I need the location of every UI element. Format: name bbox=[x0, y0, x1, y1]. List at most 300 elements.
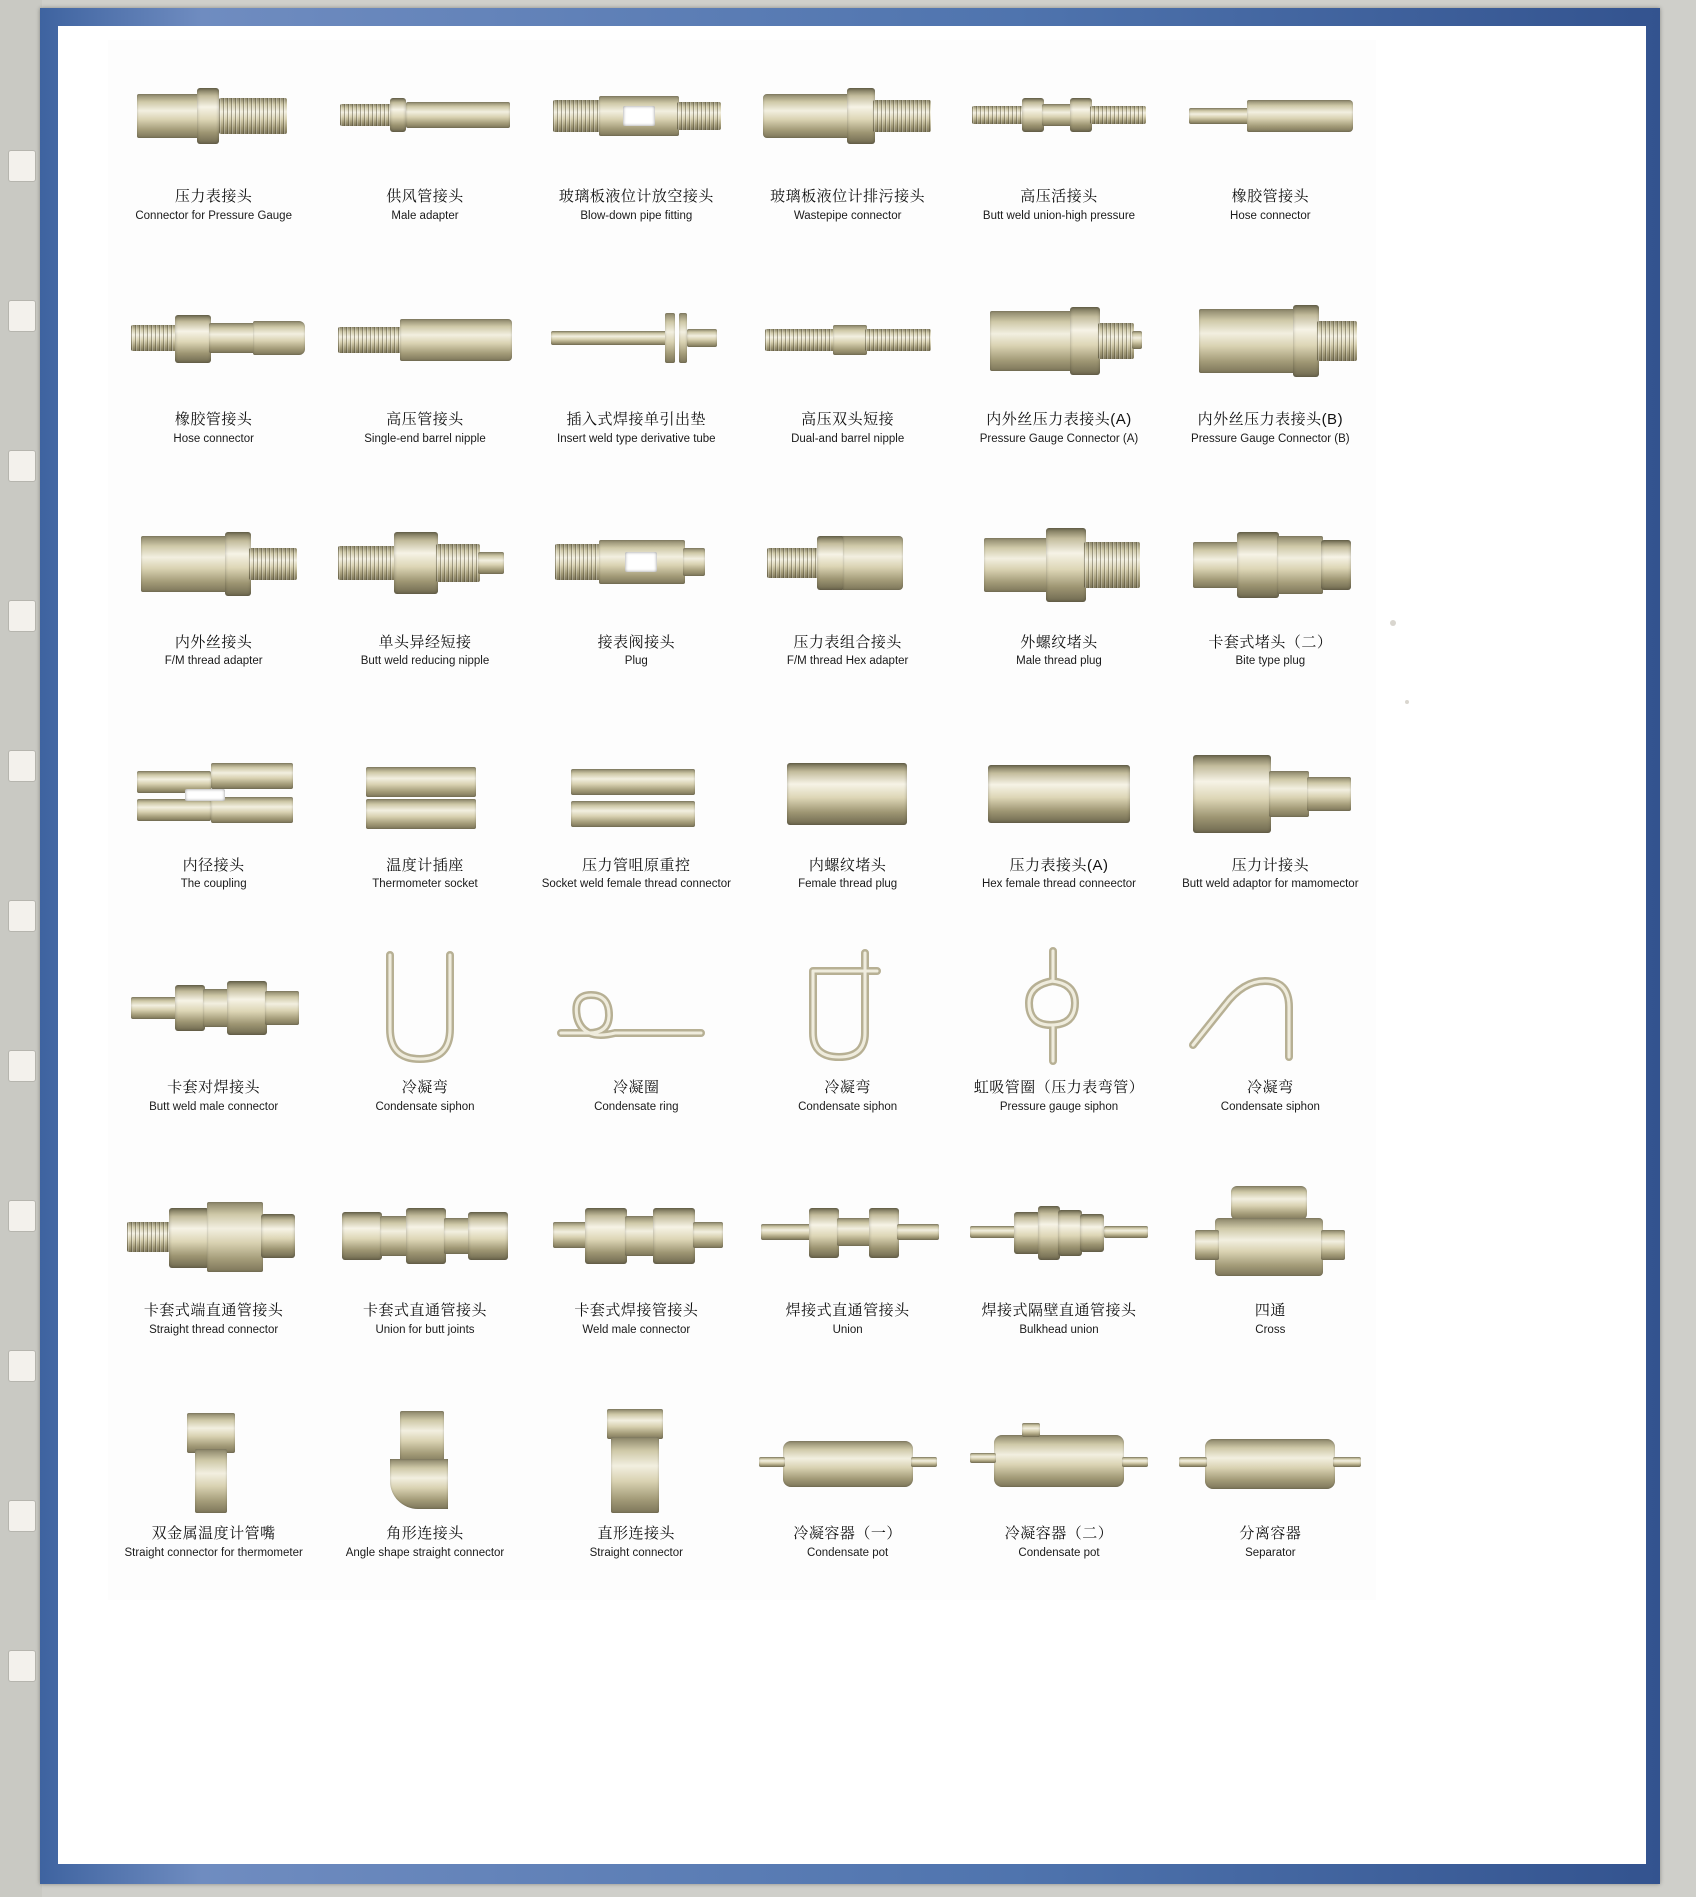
part-segment bbox=[137, 799, 211, 821]
product-name-en: F/M thread adapter bbox=[164, 655, 263, 668]
part-segment bbox=[571, 801, 695, 827]
part-segment bbox=[988, 765, 1130, 823]
product-name-cn: 接表阀接头 bbox=[597, 633, 676, 651]
part-segment bbox=[195, 1449, 227, 1513]
part-segment bbox=[625, 552, 657, 572]
part-segment bbox=[1321, 540, 1351, 590]
part-segment bbox=[1038, 1206, 1060, 1260]
part-segment bbox=[1247, 100, 1353, 132]
part-segment bbox=[817, 536, 845, 590]
product-name-en: Condensate siphon bbox=[1220, 1101, 1320, 1114]
product-cell bbox=[953, 263, 1164, 486]
punch-hole bbox=[8, 900, 36, 932]
part-segment bbox=[380, 1216, 408, 1256]
product-name-en: Butt weld male connector bbox=[149, 1101, 279, 1114]
product-image bbox=[330, 1383, 520, 1523]
product-cell bbox=[319, 1154, 530, 1377]
product-caption bbox=[983, 188, 1135, 223]
part-segment bbox=[436, 544, 480, 582]
product-name-en: Blow-down pipe fitting bbox=[580, 209, 693, 222]
product-name-en: Straight connector for thermometer bbox=[124, 1546, 303, 1559]
product-image bbox=[753, 46, 943, 186]
product-name-cn: 玻璃板液位计排污接头 bbox=[770, 188, 926, 205]
product-caption bbox=[1005, 1525, 1114, 1560]
part-segment bbox=[400, 1411, 444, 1463]
part-segment bbox=[1321, 1230, 1345, 1260]
product-image bbox=[330, 715, 520, 855]
product-name-cn: 卡套式直通管接头 bbox=[362, 1302, 487, 1320]
product-name-en: Connector for Pressure Gauge bbox=[135, 209, 292, 222]
product-name-en: Insert weld type derivative tube bbox=[557, 432, 716, 445]
tube-drawing bbox=[1185, 937, 1355, 1077]
product-cell bbox=[108, 1377, 319, 1600]
product-caption bbox=[798, 857, 897, 892]
product-name-cn: 橡胶管接头 bbox=[174, 410, 253, 428]
product-name-cn: 温度计插座 bbox=[386, 856, 464, 874]
product-name-en: Straight connector bbox=[589, 1546, 683, 1559]
part-segment bbox=[197, 88, 219, 144]
part-segment bbox=[1070, 307, 1100, 375]
product-name-cn: 压力表接头 bbox=[174, 188, 253, 205]
part-segment bbox=[1070, 98, 1092, 132]
product-name-en: F/M thread Hex adapter bbox=[786, 655, 909, 668]
part-segment bbox=[1014, 1212, 1040, 1254]
tube-drawing bbox=[551, 937, 721, 1077]
product-name-en: Pressure Gauge Connector (A) bbox=[979, 432, 1139, 445]
product-caption bbox=[542, 857, 731, 892]
part-segment bbox=[211, 763, 293, 789]
part-segment bbox=[553, 1222, 587, 1248]
product-name-cn: 橡胶管接头 bbox=[1231, 188, 1310, 205]
part-segment bbox=[843, 536, 903, 590]
product-image bbox=[541, 492, 731, 632]
product-cell bbox=[319, 931, 530, 1154]
product-grid bbox=[108, 40, 1376, 1600]
product-cell bbox=[953, 931, 1164, 1154]
part-segment bbox=[607, 1409, 663, 1439]
product-cell bbox=[1165, 709, 1376, 932]
part-segment bbox=[1231, 1186, 1307, 1220]
part-segment bbox=[1333, 1457, 1361, 1467]
product-name-cn: 压力计接头 bbox=[1231, 856, 1310, 874]
product-image bbox=[541, 46, 731, 186]
product-image bbox=[964, 1383, 1154, 1523]
part-segment bbox=[394, 532, 438, 594]
product-cell bbox=[319, 486, 530, 709]
product-image bbox=[753, 1160, 943, 1300]
product-name-en: Union bbox=[832, 1324, 863, 1337]
product-caption bbox=[173, 411, 254, 446]
product-cell bbox=[953, 1377, 1164, 1600]
part-segment bbox=[390, 98, 406, 132]
product-caption bbox=[1182, 857, 1358, 892]
product-image bbox=[330, 269, 520, 409]
product-name-cn: 卡套式端直通管接头 bbox=[143, 1302, 284, 1320]
product-image bbox=[964, 715, 1154, 855]
part-segment bbox=[406, 1208, 446, 1264]
product-name-cn: 压力管咀原重控 bbox=[582, 856, 691, 874]
part-segment bbox=[1058, 1210, 1082, 1256]
punch-hole bbox=[8, 1050, 36, 1082]
page-frame bbox=[40, 8, 1660, 1884]
part-segment bbox=[553, 100, 601, 132]
product-image bbox=[753, 715, 943, 855]
product-name-cn: 卡套式堵头（二） bbox=[1208, 633, 1333, 651]
product-name-cn: 冷凝弯 bbox=[824, 1079, 871, 1097]
product-name-en: Condensate siphon bbox=[798, 1101, 898, 1114]
product-caption bbox=[798, 1079, 897, 1114]
product-name-en: Separator bbox=[1245, 1546, 1296, 1559]
product-caption bbox=[135, 188, 292, 223]
punch-hole bbox=[8, 150, 36, 182]
product-image bbox=[1175, 1160, 1365, 1300]
part-segment bbox=[338, 327, 402, 353]
product-cell bbox=[1165, 486, 1376, 709]
product-image bbox=[330, 1160, 520, 1300]
part-segment bbox=[1104, 1226, 1148, 1238]
product-image bbox=[119, 492, 309, 632]
part-segment bbox=[1307, 777, 1351, 811]
product-cell bbox=[742, 931, 953, 1154]
product-image bbox=[541, 1383, 731, 1523]
part-segment bbox=[873, 100, 931, 132]
part-segment bbox=[994, 1435, 1124, 1487]
part-segment bbox=[1046, 528, 1086, 602]
part-segment bbox=[1215, 1218, 1323, 1276]
product-caption bbox=[787, 634, 908, 669]
product-name-cn: 冷凝弯 bbox=[401, 1079, 449, 1097]
product-image bbox=[1175, 492, 1365, 632]
product-image bbox=[1175, 269, 1365, 409]
product-name-cn: 内外丝压力表接头(B) bbox=[1197, 410, 1344, 428]
product-caption bbox=[793, 1525, 902, 1560]
product-name-cn: 冷凝容器（一） bbox=[793, 1525, 902, 1543]
product-caption bbox=[559, 188, 714, 223]
product-caption bbox=[594, 1079, 678, 1114]
part-segment bbox=[1317, 321, 1357, 361]
product-caption bbox=[372, 857, 477, 892]
part-segment bbox=[585, 1208, 627, 1264]
product-cell bbox=[108, 263, 319, 486]
part-segment bbox=[187, 1413, 235, 1453]
part-segment bbox=[765, 329, 835, 351]
part-segment bbox=[366, 799, 476, 829]
product-name-en: Thermometer socket bbox=[372, 878, 478, 891]
part-segment bbox=[759, 1457, 785, 1467]
part-segment bbox=[761, 1224, 811, 1240]
product-name-cn: 卡套式焊接管接头 bbox=[574, 1302, 699, 1320]
part-segment bbox=[261, 1214, 295, 1258]
product-caption bbox=[770, 188, 925, 223]
part-segment bbox=[683, 548, 705, 576]
part-segment bbox=[137, 94, 199, 138]
product-name-cn: 虹吸管圈（压力表弯管） bbox=[973, 1079, 1145, 1097]
product-caption bbox=[124, 1525, 302, 1560]
catalog-sheet bbox=[108, 40, 1376, 1600]
product-image bbox=[119, 46, 309, 186]
product-name-en: Condensate siphon bbox=[375, 1101, 475, 1114]
product-name-en: Angle shape straight connector bbox=[345, 1546, 505, 1559]
part-segment bbox=[131, 997, 177, 1019]
part-segment bbox=[869, 1208, 899, 1258]
product-caption bbox=[363, 1302, 487, 1337]
part-segment bbox=[687, 329, 717, 347]
part-segment bbox=[127, 1222, 171, 1252]
part-segment bbox=[551, 331, 671, 345]
product-cell bbox=[108, 709, 319, 932]
product-cell bbox=[531, 263, 742, 486]
page-surface bbox=[58, 26, 1646, 1864]
part-segment bbox=[219, 98, 287, 134]
part-segment bbox=[175, 315, 211, 363]
product-cell bbox=[742, 1377, 953, 1600]
product-caption bbox=[982, 857, 1136, 892]
product-name-cn: 直形连接头 bbox=[597, 1525, 676, 1543]
product-cell bbox=[1165, 40, 1376, 263]
product-cell bbox=[742, 40, 953, 263]
product-name-cn: 双金属温度计管嘴 bbox=[151, 1525, 276, 1543]
part-segment bbox=[1132, 331, 1142, 349]
part-segment bbox=[185, 789, 225, 801]
product-name-cn: 单头异经短接 bbox=[378, 633, 472, 651]
product-cell bbox=[1165, 263, 1376, 486]
part-segment bbox=[787, 763, 907, 825]
product-cell bbox=[953, 709, 1164, 932]
product-name-cn: 内外丝压力表接头(A) bbox=[986, 410, 1132, 428]
punch-hole bbox=[8, 1350, 36, 1382]
product-image bbox=[1175, 1383, 1365, 1523]
product-cell bbox=[953, 486, 1164, 709]
product-cell bbox=[319, 40, 530, 263]
part-segment bbox=[390, 1459, 448, 1509]
part-segment bbox=[175, 985, 205, 1031]
product-name-en: Butt weld adaptor for mamomector bbox=[1182, 878, 1359, 891]
product-caption bbox=[1221, 1079, 1320, 1114]
tube-drawing bbox=[989, 937, 1129, 1077]
product-caption bbox=[598, 634, 676, 669]
part-segment bbox=[677, 102, 721, 130]
part-segment bbox=[131, 325, 177, 351]
product-image bbox=[964, 492, 1154, 632]
part-segment bbox=[227, 981, 267, 1035]
punch-hole bbox=[8, 450, 36, 482]
product-cell bbox=[108, 40, 319, 263]
product-name-en: Hose connector bbox=[1230, 209, 1311, 222]
part-segment bbox=[847, 88, 875, 144]
product-image bbox=[964, 269, 1154, 409]
part-segment bbox=[468, 1212, 508, 1260]
part-segment bbox=[970, 1226, 1016, 1238]
part-segment bbox=[837, 1218, 871, 1246]
product-caption bbox=[791, 411, 904, 446]
product-cell bbox=[531, 931, 742, 1154]
product-caption bbox=[181, 857, 247, 892]
part-segment bbox=[970, 1453, 996, 1463]
product-caption bbox=[361, 634, 490, 669]
product-name-cn: 角形连接头 bbox=[386, 1525, 464, 1543]
part-segment bbox=[400, 319, 512, 361]
product-name-cn: 压力表接头(A) bbox=[1009, 856, 1109, 874]
product-caption bbox=[1016, 634, 1102, 669]
product-image bbox=[753, 492, 943, 632]
product-cell bbox=[742, 486, 953, 709]
product-image bbox=[753, 1383, 943, 1523]
product-cell bbox=[531, 1154, 742, 1377]
product-cell bbox=[531, 1377, 742, 1600]
product-image bbox=[964, 937, 1154, 1077]
part-segment bbox=[1293, 305, 1319, 377]
product-name-cn: 外螺纹堵头 bbox=[1020, 633, 1098, 651]
product-caption bbox=[1239, 1525, 1301, 1560]
part-segment bbox=[1042, 104, 1072, 126]
product-name-cn: 内螺纹堵头 bbox=[808, 856, 887, 874]
product-caption bbox=[165, 634, 263, 669]
part-segment bbox=[253, 321, 305, 355]
part-segment bbox=[555, 544, 601, 580]
product-caption bbox=[974, 1079, 1145, 1114]
part-segment bbox=[665, 313, 675, 363]
product-image bbox=[541, 715, 731, 855]
product-image bbox=[1175, 937, 1365, 1077]
product-cell bbox=[531, 486, 742, 709]
part-segment bbox=[342, 1212, 382, 1260]
part-segment bbox=[625, 1216, 655, 1256]
product-cell bbox=[1165, 1377, 1376, 1600]
product-cell bbox=[319, 1377, 530, 1600]
part-segment bbox=[1098, 323, 1134, 359]
punch-hole bbox=[8, 300, 36, 332]
product-name-cn: 分离容器 bbox=[1239, 1525, 1302, 1543]
product-caption bbox=[574, 1302, 698, 1337]
product-cell bbox=[742, 1154, 953, 1377]
product-image bbox=[119, 715, 309, 855]
product-name-cn: 四通 bbox=[1254, 1302, 1286, 1320]
product-caption bbox=[786, 1302, 910, 1337]
product-name-en: Butt weld reducing nipple bbox=[360, 655, 490, 668]
product-name-en: Hose connector bbox=[173, 432, 254, 445]
product-image bbox=[330, 492, 520, 632]
part-segment bbox=[225, 532, 251, 596]
product-image bbox=[119, 1160, 309, 1300]
part-segment bbox=[1080, 1214, 1104, 1252]
part-segment bbox=[203, 989, 229, 1027]
product-name-cn: 冷凝弯 bbox=[1247, 1079, 1294, 1097]
product-name-en: Pressure gauge siphon bbox=[999, 1101, 1119, 1114]
product-name-cn: 焊接式直通管接头 bbox=[785, 1302, 910, 1320]
product-name-cn: 玻璃板液位计放空接头 bbox=[558, 188, 714, 205]
product-name-en: Bulkhead union bbox=[1019, 1324, 1099, 1337]
part-segment bbox=[897, 1224, 939, 1240]
product-caption bbox=[980, 411, 1139, 446]
product-caption bbox=[346, 1525, 505, 1560]
binder-strip bbox=[0, 0, 42, 1897]
product-caption bbox=[981, 1302, 1136, 1337]
punch-hole bbox=[8, 1650, 36, 1682]
part-segment bbox=[1269, 771, 1309, 817]
product-cell bbox=[108, 486, 319, 709]
product-name-en: Condensate pot bbox=[807, 1546, 889, 1559]
part-segment bbox=[1199, 309, 1295, 373]
part-segment bbox=[679, 313, 687, 363]
part-segment bbox=[809, 1208, 839, 1258]
part-segment bbox=[984, 538, 1048, 592]
punch-hole bbox=[8, 600, 36, 632]
product-image bbox=[119, 1383, 309, 1523]
punch-hole bbox=[8, 1200, 36, 1232]
product-name-cn: 冷凝容器（二） bbox=[1004, 1525, 1114, 1543]
product-name-en: Wastepipe connector bbox=[793, 209, 902, 222]
part-segment bbox=[767, 548, 819, 578]
product-image bbox=[1175, 46, 1365, 186]
product-cell bbox=[742, 263, 953, 486]
product-name-en: Male thread plug bbox=[1016, 655, 1102, 668]
product-name-cn: 焊接式隔壁直通管接头 bbox=[981, 1302, 1137, 1320]
product-image bbox=[753, 937, 943, 1077]
product-image bbox=[1175, 715, 1365, 855]
part-segment bbox=[911, 1457, 937, 1467]
product-name-en: Pressure Gauge Connector (B) bbox=[1191, 432, 1350, 445]
part-segment bbox=[1237, 532, 1279, 598]
part-segment bbox=[1179, 1457, 1207, 1467]
product-caption bbox=[144, 1302, 284, 1337]
product-name-en: Weld male connector bbox=[582, 1324, 691, 1337]
product-image bbox=[964, 1160, 1154, 1300]
product-cell bbox=[742, 709, 953, 932]
scan-speck bbox=[1390, 620, 1396, 626]
product-image bbox=[541, 1160, 731, 1300]
product-caption bbox=[1208, 634, 1332, 669]
product-caption bbox=[149, 1079, 278, 1114]
part-segment bbox=[990, 311, 1072, 371]
part-segment bbox=[406, 102, 510, 128]
product-image bbox=[964, 46, 1154, 186]
product-caption bbox=[557, 411, 716, 446]
product-caption bbox=[386, 188, 464, 223]
product-name-en: Bite type plug bbox=[1235, 655, 1306, 668]
part-segment bbox=[972, 106, 1024, 124]
product-name-en: Male adapter bbox=[391, 209, 459, 222]
product-name-en: Condensate pot bbox=[1018, 1546, 1100, 1559]
part-segment bbox=[653, 1208, 695, 1264]
product-caption bbox=[364, 411, 485, 446]
part-segment bbox=[1189, 108, 1249, 124]
product-name-en: Plug bbox=[624, 655, 648, 668]
product-cell bbox=[953, 1154, 1164, 1377]
product-name-cn: 插入式焊接单引出垫 bbox=[566, 410, 707, 428]
tube-drawing bbox=[350, 937, 500, 1077]
part-segment bbox=[1022, 1423, 1040, 1437]
product-image bbox=[541, 937, 731, 1077]
product-name-en: The coupling bbox=[180, 878, 247, 891]
part-segment bbox=[571, 769, 695, 795]
product-name-cn: 供风管接头 bbox=[386, 188, 464, 205]
part-segment bbox=[141, 536, 227, 592]
product-cell bbox=[531, 40, 742, 263]
product-image bbox=[330, 46, 520, 186]
product-name-en: Single-end barrel nipple bbox=[364, 432, 486, 445]
part-segment bbox=[623, 106, 655, 126]
part-segment bbox=[1090, 106, 1146, 124]
part-segment bbox=[1195, 1230, 1219, 1260]
product-cell bbox=[1165, 1154, 1376, 1377]
product-name-en: Dual-and barrel nipple bbox=[791, 432, 905, 445]
product-image bbox=[753, 269, 943, 409]
part-segment bbox=[478, 552, 504, 574]
product-name-en: Hex female thread conneector bbox=[981, 878, 1137, 891]
product-name-en: Socket weld female thread connector bbox=[541, 878, 731, 891]
part-segment bbox=[207, 1202, 263, 1272]
product-cell bbox=[108, 1154, 319, 1377]
